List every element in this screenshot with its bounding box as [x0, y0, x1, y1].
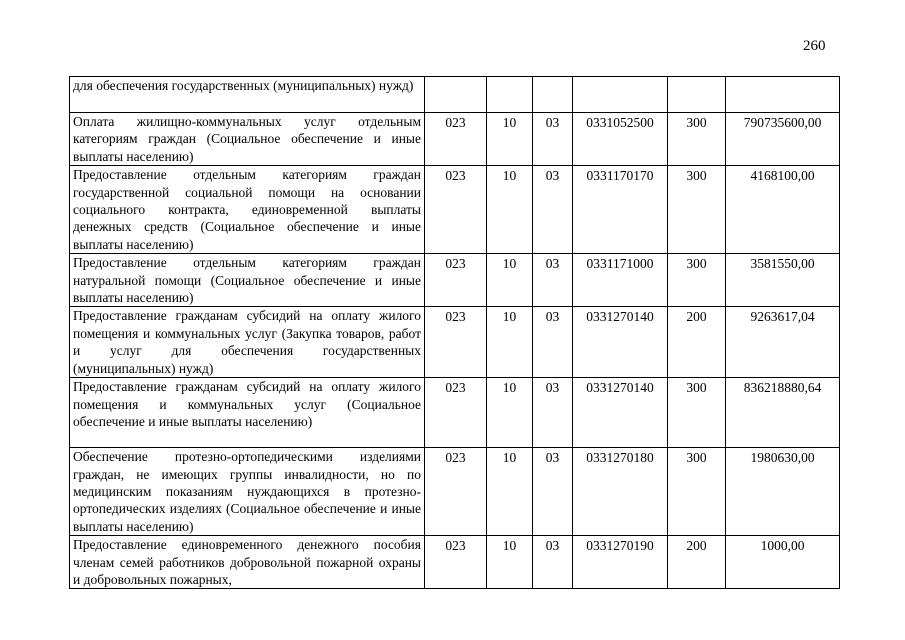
row-description: Обеспечение протезно-ортопедическими изделиями граждан, не имеющих группы инвалидности, но по медицинским показаниям нуждающихся в протезно-ортопедических изделиях (Социальное обеспечение и иные выплаты населению) — [70, 448, 425, 536]
budget-table — [69, 76, 840, 589]
row-section-code: 10 — [487, 113, 533, 166]
row-ministry-code: 023 — [425, 254, 487, 307]
row-article-code: 0331170170 — [573, 166, 668, 254]
row-subsection-code: 03 — [533, 378, 573, 448]
row-section-code: 10 — [487, 254, 533, 307]
row-ministry-code: 023 — [425, 113, 487, 166]
row-ministry-code: 023 — [425, 448, 487, 536]
row-amount — [726, 77, 840, 113]
row-ministry-code: 023 — [425, 307, 487, 378]
row-subsection-code: 03 — [533, 254, 573, 307]
row-expense-type-code: 300 — [668, 448, 726, 536]
page-number: 260 — [803, 38, 826, 54]
row-ministry-code: 023 — [425, 166, 487, 254]
row-ministry-code: 023 — [425, 378, 487, 448]
row-amount: 3581550,00 — [726, 254, 840, 307]
table-row — [70, 448, 840, 536]
table-row — [70, 77, 840, 113]
row-description: для обеспечения государственных (муниципальных) нужд) — [70, 77, 425, 113]
row-article-code: 0331270180 — [573, 448, 668, 536]
row-article-code: 0331052500 — [573, 113, 668, 166]
row-subsection-code: 03 — [533, 307, 573, 378]
row-description: Предоставление отдельным категориям граждан натуральной помощи (Социальное обеспечение и иные выплаты населению) — [70, 254, 425, 307]
row-section-code: 10 — [487, 307, 533, 378]
row-subsection-code: 03 — [533, 113, 573, 166]
table-row — [70, 378, 840, 448]
table-row — [70, 307, 840, 378]
row-amount: 9263617,04 — [726, 307, 840, 378]
row-article-code: 0331270140 — [573, 378, 668, 448]
table-row — [70, 254, 840, 307]
row-article-code — [573, 77, 668, 113]
row-amount: 1980630,00 — [726, 448, 840, 536]
row-description: Предоставление отдельным категориям граждан государственной социальной помощи на основании социального контракта, единовременной выплаты денежных средств (Социальное обеспечение и иные выплаты населению) — [70, 166, 425, 254]
row-ministry-code: 023 — [425, 536, 487, 589]
row-amount: 836218880,64 — [726, 378, 840, 448]
row-section-code — [487, 77, 533, 113]
row-ministry-code — [425, 77, 487, 113]
row-subsection-code: 03 — [533, 536, 573, 589]
row-article-code: 0331270140 — [573, 307, 668, 378]
row-expense-type-code: 300 — [668, 166, 726, 254]
row-expense-type-code: 300 — [668, 113, 726, 166]
row-amount: 1000,00 — [726, 536, 840, 589]
row-description: Предоставление гражданам субсидий на оплату жилого помещения и коммунальных услуг (Закупка товаров, работ и услуг для обеспечения государственных (муниципальных) нужд) — [70, 307, 425, 378]
row-article-code: 0331171000 — [573, 254, 668, 307]
row-amount: 4168100,00 — [726, 166, 840, 254]
row-expense-type-code: 300 — [668, 254, 726, 307]
table-row — [70, 113, 840, 166]
row-description: Оплата жилищно-коммунальных услуг отдельным категориям граждан (Социальное обеспечение и иные выплаты населению) — [70, 113, 425, 166]
row-subsection-code — [533, 77, 573, 113]
row-expense-type-code: 200 — [668, 536, 726, 589]
row-expense-type-code — [668, 77, 726, 113]
row-amount: 790735600,00 — [726, 113, 840, 166]
row-expense-type-code: 200 — [668, 307, 726, 378]
table-row — [70, 536, 840, 589]
row-article-code: 0331270190 — [573, 536, 668, 589]
row-section-code: 10 — [487, 448, 533, 536]
row-description: Предоставление гражданам субсидий на оплату жилого помещения и коммунальных услуг (Социальное обеспечение и иные выплаты населению) — [70, 378, 425, 448]
row-section-code: 10 — [487, 536, 533, 589]
table-row — [70, 166, 840, 254]
row-expense-type-code: 300 — [668, 378, 726, 448]
row-section-code: 10 — [487, 378, 533, 448]
row-section-code: 10 — [487, 166, 533, 254]
row-subsection-code: 03 — [533, 166, 573, 254]
row-subsection-code: 03 — [533, 448, 573, 536]
row-description: Предоставление единовременного денежного пособия членам семей работников добровольной пожарной охраны и добровольных пожарных, — [70, 536, 425, 589]
